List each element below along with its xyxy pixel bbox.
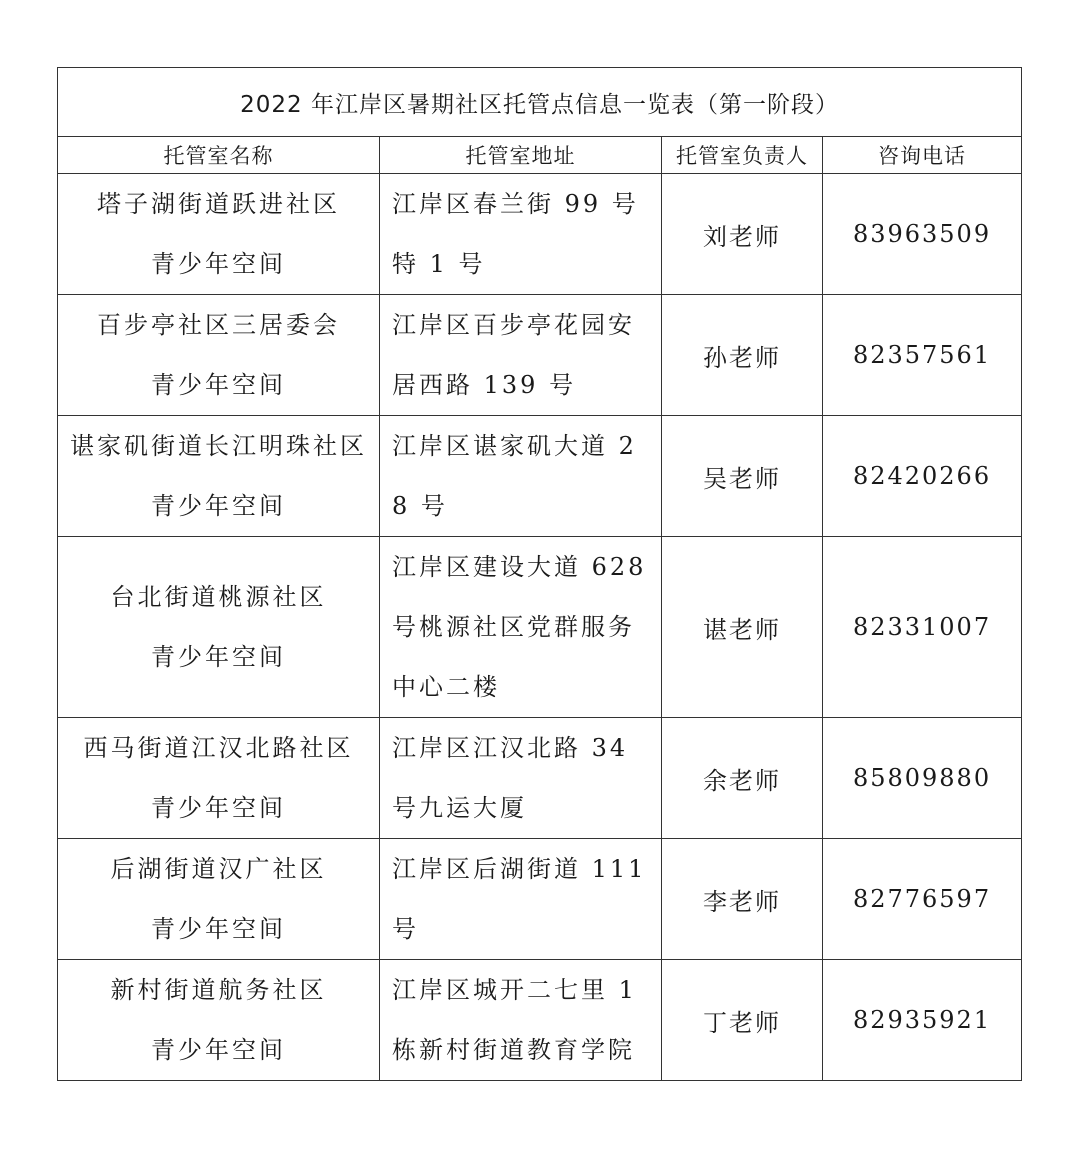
address-cell [380, 416, 662, 537]
name-line1: 新村街道航务社区 [110, 976, 327, 1004]
address-cell [380, 839, 662, 960]
address-cell [380, 174, 662, 295]
contact-cell: 谌老师 [662, 537, 823, 718]
name-cell [58, 960, 380, 1081]
address-text: 江岸区春兰街 99 号特 1 号 [392, 190, 639, 278]
name-cell [58, 295, 380, 416]
name-cell [58, 839, 380, 960]
name-cell [58, 537, 380, 718]
name-cell [58, 174, 380, 295]
address-text: 江岸区百步亭花园安居西路 139 号 [392, 311, 635, 399]
phone-cell: 82935921 [823, 960, 1022, 1081]
contact-cell: 余老师 [662, 718, 823, 839]
name-line1: 百步亭社区三居委会 [97, 311, 340, 339]
contact-cell: 孙老师 [662, 295, 823, 416]
table-row [58, 718, 1022, 839]
name-cell [58, 718, 380, 839]
address-cell [380, 960, 662, 1081]
header-row [58, 137, 1022, 174]
table-row [58, 295, 1022, 416]
address-text: 江岸区建设大道 628 号桃源社区党群服务中心二楼 [392, 553, 647, 701]
name-line2: 青少年空间 [151, 643, 286, 671]
name-line2: 青少年空间 [151, 794, 286, 822]
address-text: 江岸区江汉北路 34 号九运大厦 [392, 734, 629, 822]
name-line2: 青少年空间 [151, 1036, 286, 1064]
phone-cell: 85809880 [823, 718, 1022, 839]
phone-cell: 82420266 [823, 416, 1022, 537]
name-line2: 青少年空间 [151, 915, 286, 943]
title-row [58, 68, 1022, 137]
name-line2: 青少年空间 [151, 492, 286, 520]
contact-cell: 刘老师 [662, 174, 823, 295]
header-name: 托管室名称 [58, 137, 380, 174]
name-line2: 青少年空间 [151, 250, 286, 278]
name-line1: 台北街道桃源社区 [110, 583, 327, 611]
table-title: 2022 年江岸区暑期社区托管点信息一览表（第一阶段） [58, 68, 1022, 137]
address-cell [380, 537, 662, 718]
info-table [57, 67, 1022, 1081]
phone-cell: 83963509 [823, 174, 1022, 295]
contact-cell: 吴老师 [662, 416, 823, 537]
header-phone: 咨询电话 [823, 137, 1022, 174]
name-line2: 青少年空间 [151, 371, 286, 399]
table-row [58, 416, 1022, 537]
header-contact: 托管室负责人 [662, 137, 823, 174]
name-line1: 后湖街道汉广社区 [110, 855, 327, 883]
table-row [58, 174, 1022, 295]
phone-cell: 82331007 [823, 537, 1022, 718]
name-cell [58, 416, 380, 537]
address-cell [380, 295, 662, 416]
name-line1: 谌家矶街道长江明珠社区 [70, 432, 367, 460]
address-text: 江岸区后湖街道 111 号 [392, 855, 647, 943]
table-row [58, 839, 1022, 960]
contact-cell: 李老师 [662, 839, 823, 960]
address-text: 江岸区城开二七里 1 栋新村街道教育学院 [392, 976, 637, 1064]
name-line1: 塔子湖街道跃进社区 [97, 190, 340, 218]
address-text: 江岸区谌家矶大道 28 号 [392, 432, 637, 520]
phone-cell: 82357561 [823, 295, 1022, 416]
contact-cell: 丁老师 [662, 960, 823, 1081]
header-address: 托管室地址 [380, 137, 662, 174]
address-cell [380, 718, 662, 839]
name-line1: 西马街道江汉北路社区 [83, 734, 354, 762]
phone-cell: 82776597 [823, 839, 1022, 960]
table-row [58, 537, 1022, 718]
table-row [58, 960, 1022, 1081]
